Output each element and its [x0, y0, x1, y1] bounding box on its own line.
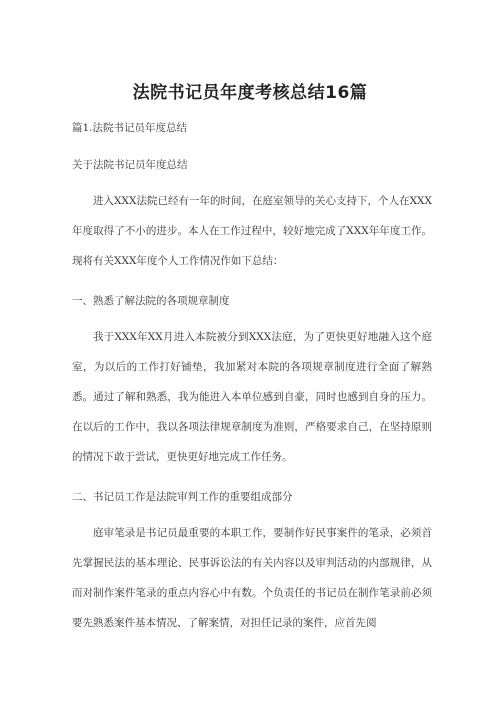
chapter-heading: 篇1.法院书记员年度总结	[72, 122, 188, 134]
section-2-paragraph: 庭审笔录是书记员最重要的本职工作，要制作好民事案件的笔录，必须首先掌握民法的基本理论、民事诉讼法的有关内容以及审判活动的内部规律，从而对制作案件笔录的重点内容心中有数。个负责任的书记员在制作笔录前必须要先熟悉案件基本情况、了解案情，对担任记录的案件，应首先阅	[72, 527, 432, 629]
subheading: 关于法院书记员年度总结	[72, 159, 188, 171]
section-2-heading: 二、书记员工作是法院审判工作的重要组成部分	[72, 491, 293, 503]
document-title: 法院书记员年度考核总结16篇	[132, 83, 368, 103]
section-1-paragraph: 我于XXX年XX月进入本院被分到XXX法庭，为了更快更好地融入这个庭室，为以后的工作打好铺垫，我加紧对本院的各项规章制度进行全面了解熟悉。通过了解和熟悉，我为能进入本单位感到自豪，同时也感到自身的压力。在以后的工作中，我以各项法律规章制度为准则，严格要求自己，在坚持原则的情况下敢于尝试，更快更好地完成工作任务。	[72, 331, 432, 463]
intro-paragraph: 进入XXX法院已经有一年的时间，在庭室领导的关心支持下，个人在XXX年度取得了不小的进步。本人在工作过程中，较好地完成了XXX年年度工作。现将有关XXX年度个人工作情况作如下总结：	[72, 195, 432, 267]
section-1-heading: 一、熟悉了解法院的各项规章制度	[72, 295, 230, 307]
